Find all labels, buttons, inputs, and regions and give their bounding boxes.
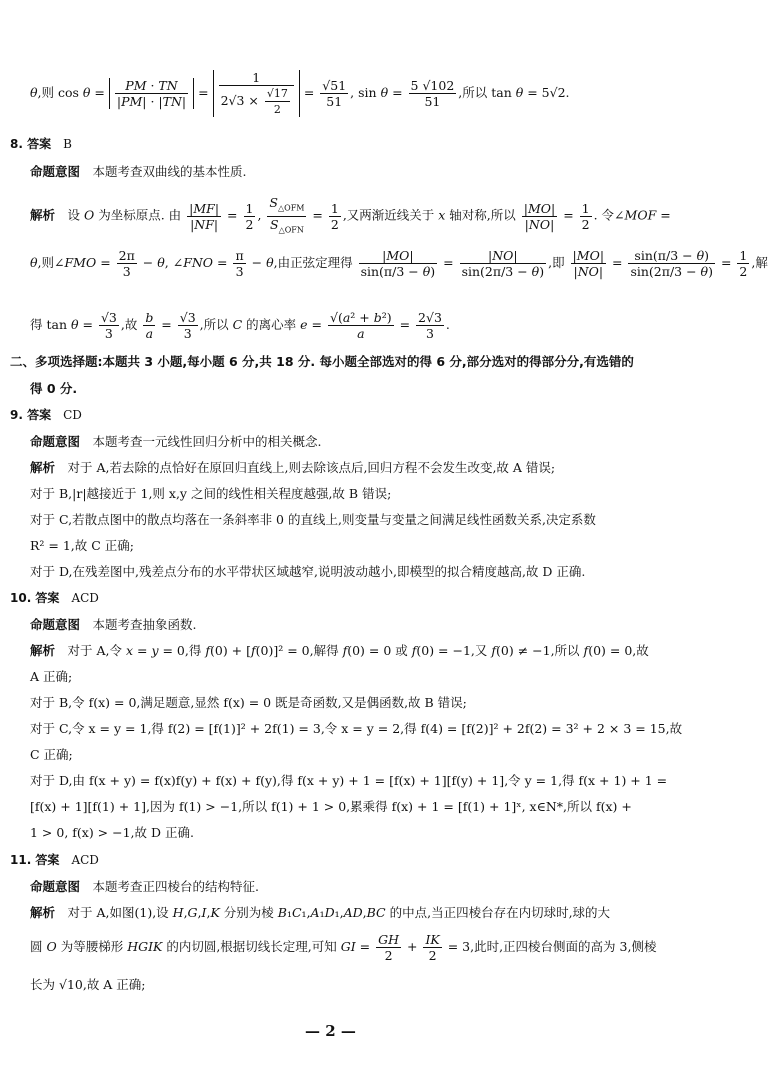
- intent-9: 命题意图 本题考查一元线性回归分析中的相关概念.: [30, 434, 322, 449]
- analysis-11-a: 解析 对于 A,如图(1),设 H,G,I,K 分别为棱 B₁C₁,A₁D₁,AD,BC 的中点,当正四棱台存在内切球时,球的大: [30, 905, 611, 920]
- analysis-8-line3: 得 tan θ = $\frac{√3}{3}$ ,故 $\frac{b}{a}$ = $\frac{√3}{3}$ ,所以 C 的离心率 e = $\frac{\text{√(a² + b²)}}{a}$ = $\frac{2√3}{3}$ .: [30, 310, 450, 341]
- analysis-9-b: 对于 B,|r|越接近于 1,则 x,y 之间的线性相关程度越强,故 B 错误;: [30, 486, 392, 501]
- intent-10: 命题意图 本题考查抽象函数.: [30, 617, 197, 632]
- analysis-9-c: 对于 C,若散点图中的散点均落在一条斜率非 0 的直线上,则变量与变量之间满足线性函数关系,决定系数: [30, 512, 596, 527]
- analysis-10-a: 解析 对于 A,令 x = y = 0,得 f(0) + [f(0)]² = 0,解得 f(0) = 0 或 f(0) = −1,又 f(0) ≠ −1,所以 f(0) = 0,故: [30, 643, 649, 658]
- section-2-heading: 二、多项选择题:本题共 3 小题,每小题 6 分,共 18 分. 每小题全部选对的得 6 分,部分选对的得部分分,有选错的: [10, 354, 634, 369]
- analysis-11-a-cont2: 长为 √10,故 A 正确;: [30, 977, 146, 992]
- analysis-9-c-cont: R² = 1,故 C 正确;: [30, 538, 134, 553]
- text-theta: θ: [30, 85, 38, 100]
- analysis-10-d-cont2: 1 > 0, f(x) > −1,故 D 正确.: [30, 825, 194, 840]
- analysis-11-a-cont1: 圆 O 为等腰梯形 HGIK 的内切圆,根据切线长定理,可知 GI = $\frac{GH}{2}$ + $\frac{IK}{2}$ = 3,此时,正四棱台侧面的高为 3,侧棱: [30, 932, 657, 963]
- analysis-10-d-cont1: [f(x) + 1][f(1) + 1],因为 f(1) > −1,所以 f(1) + 1 > 0,累乘得 f(x) + 1 = [f(1) + 1]ˣ, x∈N*,所以 f(x) +: [30, 799, 632, 814]
- intent-11: 命题意图 本题考查正四棱台的结构特征.: [30, 879, 259, 894]
- analysis-10-d: 对于 D,由 f(x + y) = f(x)f(y) + f(x) + f(y),得 f(x + y) + 1 = [f(x) + 1][f(y) + 1],令 y = 1,得 f(x + 1) + 1 =: [30, 773, 668, 788]
- analysis-8-line1: 解析 设 O 为坐标原点. 由 $\frac{|MF|}{|NF|}$ = $\frac{1}{2}$ , $\frac{S_{\triangle OFM}}{S_{\triangle OFN}}$ = $\frac{1}{2}$ ,又两渐近线关于 x 轴对称,所以 $\frac{|MO|}{|NO|}$ = $\frac{1}{2}$ . 令∠MOF =: [30, 195, 671, 234]
- line-cos-theta: θ,则 cos θ = $\frac{PM \cdot TN}{|PM| \cdot |TN|}$ = 1 2√3 × $\frac{√17}{2}$ = $\frac{√51}{51}$ , sin θ = $\frac{5 √102}{51}$ ,所以 tan θ = 5√2.: [30, 70, 570, 116]
- analysis-10-c-cont: C 正确;: [30, 747, 73, 762]
- analysis-9-d: 对于 D,在残差图中,残差点分布的水平带状区域越窄,说明波动越小,即模型的拟合精度越高,故 D 正确.: [30, 564, 586, 579]
- abs-fraction-vectors: $\frac{PM \cdot TN}{|PM| \cdot |TN|}$: [109, 78, 194, 109]
- answer-8: 8. 答案 B: [10, 137, 72, 151]
- analysis-8-line2: θ,则∠FMO = $\frac{2\pi}{3}$ − θ, ∠FNO = $\frac{\pi}{3}$ − θ,由正弦定理得 $\frac{|MO|}{\sin(\pi/3 - \theta)}$ = $\frac{|NO|}{\sin(2\pi/3 - \theta)}$ ,即 $\frac{|MO|}{|NO|}$ = $\frac{\sin(\pi/3 - \theta)}{\sin(2\pi/3 - \theta)}$ = $\frac{1}{2}$ ,解: [30, 248, 768, 279]
- analysis-9-a: 解析 对于 A,若去除的点恰好在原回归直线上,则去除该点后,回归方程不会发生改变,故 A 错误;: [30, 460, 556, 475]
- analysis-10-b: 对于 B,令 f(x) = 0,满足题意,显然 f(x) = 0 既是奇函数,又是偶函数,故 B 错误;: [30, 695, 467, 710]
- answer-10: 10. 答案 ACD: [10, 591, 99, 605]
- section-2-heading-cont: 得 0 分.: [30, 381, 78, 396]
- intent-8: 命题意图 本题考查双曲线的基本性质.: [30, 164, 247, 179]
- abs-fraction-values: 1 2√3 × $\frac{√17}{2}$: [213, 70, 300, 117]
- page-number: — 2 —: [305, 1022, 356, 1040]
- answer-11: 11. 答案 ACD: [10, 853, 99, 867]
- answer-9: 9. 答案 CD: [10, 408, 82, 422]
- analysis-10-c: 对于 C,令 x = y = 1,得 f(2) = [f(1)]² + 2f(1) = 3,令 x = y = 2,得 f(4) = [f(2)]² + 2f(2) = 3² + 2 × 3 = 15,故: [30, 721, 683, 736]
- analysis-10-a-cont: A 正确;: [30, 669, 73, 684]
